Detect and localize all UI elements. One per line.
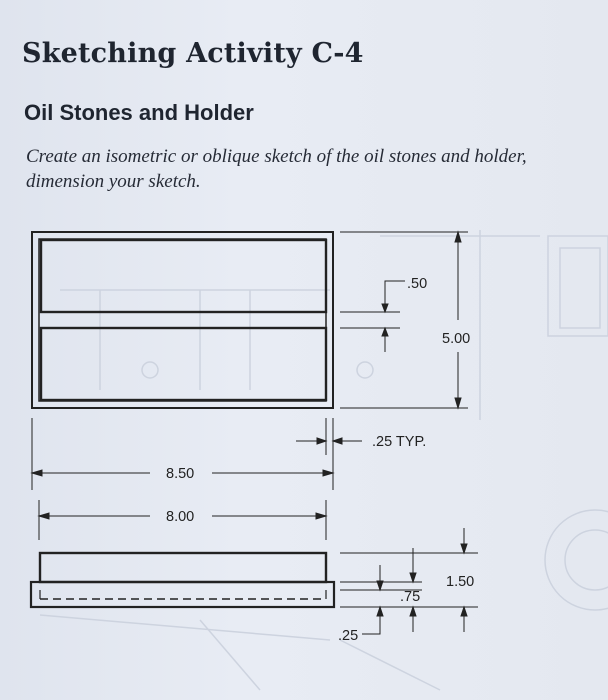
dim-label-height: 5.00 <box>442 331 471 347</box>
technical-drawing <box>0 200 608 700</box>
dim-height <box>340 232 471 408</box>
instructions-line-1: Create an isometric or oblique sketch of the oil stones and holder, <box>26 146 527 167</box>
instructions-text <box>26 144 606 194</box>
dim-label-stone-spacing: .50 <box>407 276 428 292</box>
top-view <box>32 232 333 408</box>
holder-outline <box>32 232 333 408</box>
dim-label-total-height: 1.50 <box>446 574 475 590</box>
dim-label-inner-width: 8.00 <box>166 509 195 525</box>
dim-base-thickness <box>362 565 383 634</box>
dim-label-outer-width: 8.50 <box>166 466 195 482</box>
dim-label-base-thickness: .25 <box>338 628 359 644</box>
dim-label-stone-depth: .75 <box>400 589 421 605</box>
background-ghost-drawing <box>40 230 608 690</box>
dim-stone-spacing <box>340 281 405 352</box>
dim-label-wall-typ: .25 TYP. <box>372 434 427 450</box>
section-subtitle: Oil Stones and Holder <box>24 100 254 125</box>
dim-wall-typ <box>296 418 362 490</box>
oil-stone-bottom <box>41 328 326 400</box>
holder-front <box>31 582 334 607</box>
front-view <box>31 553 334 607</box>
page-title: Sketching Activity C-4 <box>22 38 364 69</box>
instructions-line-2: dimension your sketch. <box>26 171 201 192</box>
oil-stone-top <box>41 240 326 312</box>
holder-inner <box>39 239 326 401</box>
stone-front <box>40 553 326 582</box>
